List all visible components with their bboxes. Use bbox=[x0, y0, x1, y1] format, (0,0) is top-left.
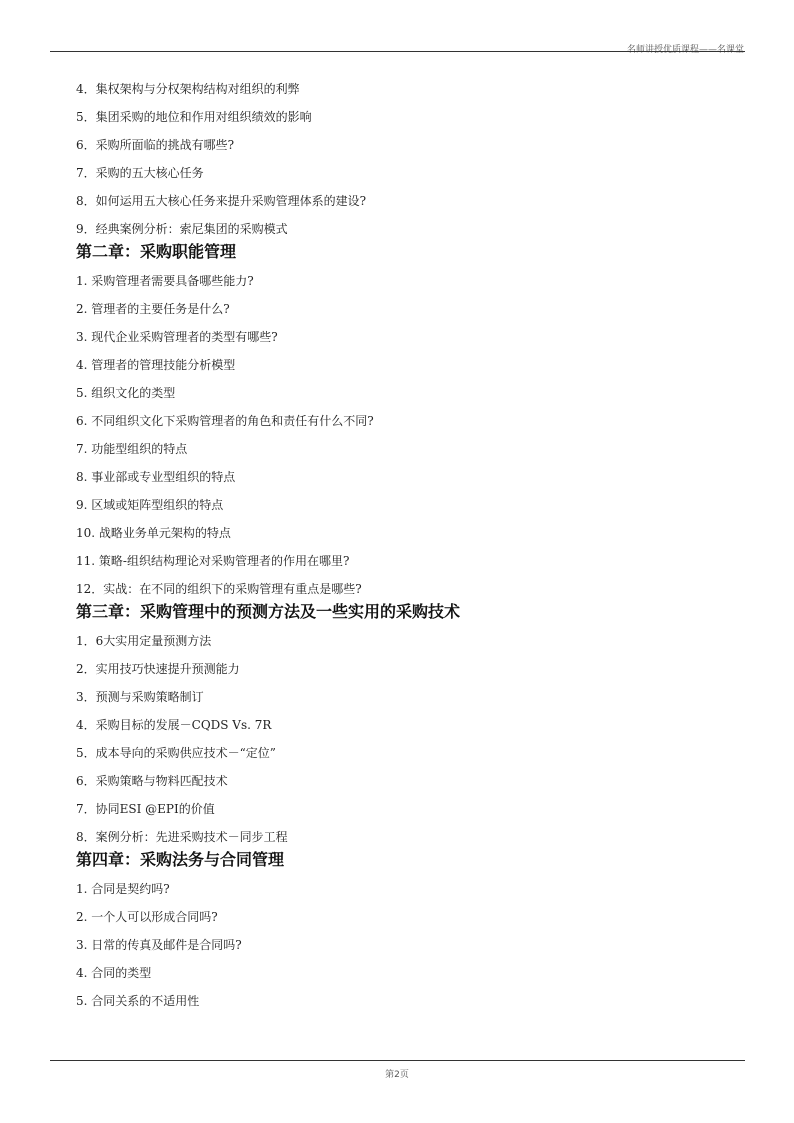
list-item: 4. 合同的类型 bbox=[76, 966, 152, 980]
list-item: 9. 区域或矩阵型组织的特点 bbox=[76, 498, 224, 512]
list-item: 8. 事业部或专业型组织的特点 bbox=[76, 470, 236, 484]
list-item: 12．实战：在不同的组织下的采购管理有重点是哪些? bbox=[76, 582, 362, 596]
list-item: 1．6大实用定量预测方法 bbox=[76, 634, 212, 648]
list-item: 1. 合同是契约吗? bbox=[76, 882, 170, 896]
list-item: 2. 管理者的主要任务是什么? bbox=[76, 302, 230, 316]
page-number: 第2页 bbox=[385, 1070, 409, 1080]
list-item: 7. 功能型组织的特点 bbox=[76, 442, 188, 456]
list-item: 8．案例分析：先进采购技术－同步工程 bbox=[76, 830, 288, 844]
list-item: 7．采购的五大核心任务 bbox=[76, 166, 204, 180]
list-item: 2．实用技巧快速提升预测能力 bbox=[76, 662, 240, 676]
list-item: 4．采购目标的发展－CQDS Vs. 7R bbox=[76, 718, 272, 732]
list-item: 3. 日常的传真及邮件是合同吗? bbox=[76, 938, 242, 952]
page-header-text: 名师讲授优质课程——名课堂 bbox=[626, 45, 744, 55]
list-item: 6．采购所面临的挑战有哪些? bbox=[76, 138, 235, 152]
list-item: 5．成本导向的采购供应技术－“定位” bbox=[76, 746, 276, 760]
header-divider bbox=[50, 51, 745, 52]
footer-divider bbox=[50, 1060, 745, 1061]
list-item: 3．预测与采购策略制订 bbox=[76, 690, 204, 704]
list-item: 10. 战略业务单元架构的特点 bbox=[76, 526, 231, 540]
list-item: 9．经典案例分析：索尼集团的采购模式 bbox=[76, 222, 288, 236]
list-item: 5．集团采购的地位和作用对组织绩效的影响 bbox=[76, 110, 312, 124]
list-item: 1. 采购管理者需要具备哪些能力? bbox=[76, 274, 254, 288]
list-item: 3. 现代企业采购管理者的类型有哪些? bbox=[76, 330, 278, 344]
list-item: 5. 合同关系的不适用性 bbox=[76, 994, 200, 1008]
list-item: 4. 管理者的管理技能分析模型 bbox=[76, 358, 236, 372]
chapter-heading: 第三章：采购管理中的预测方法及一些实用的采购技术 bbox=[76, 602, 461, 621]
list-item: 8．如何运用五大核心任务来提升采购管理体系的建设? bbox=[76, 194, 367, 208]
list-item: 2. 一个人可以形成合同吗? bbox=[76, 910, 218, 924]
list-item: 7．协同ESI @EPI的价值 bbox=[76, 802, 215, 816]
list-item: 6. 不同组织文化下采购管理者的角色和责任有什么不同? bbox=[76, 414, 374, 428]
chapter-heading: 第二章：采购职能管理 bbox=[76, 242, 237, 261]
chapter-heading: 第四章：采购法务与合同管理 bbox=[76, 850, 285, 869]
list-item: 4．集权架构与分权架构结构对组织的利弊 bbox=[76, 82, 300, 96]
list-item: 6．采购策略与物料匹配技术 bbox=[76, 774, 228, 788]
list-item: 11. 策略-组织结构理论对采购管理者的作用在哪里? bbox=[76, 554, 350, 568]
list-item: 5. 组织文化的类型 bbox=[76, 386, 176, 400]
document-body bbox=[76, 75, 736, 1015]
